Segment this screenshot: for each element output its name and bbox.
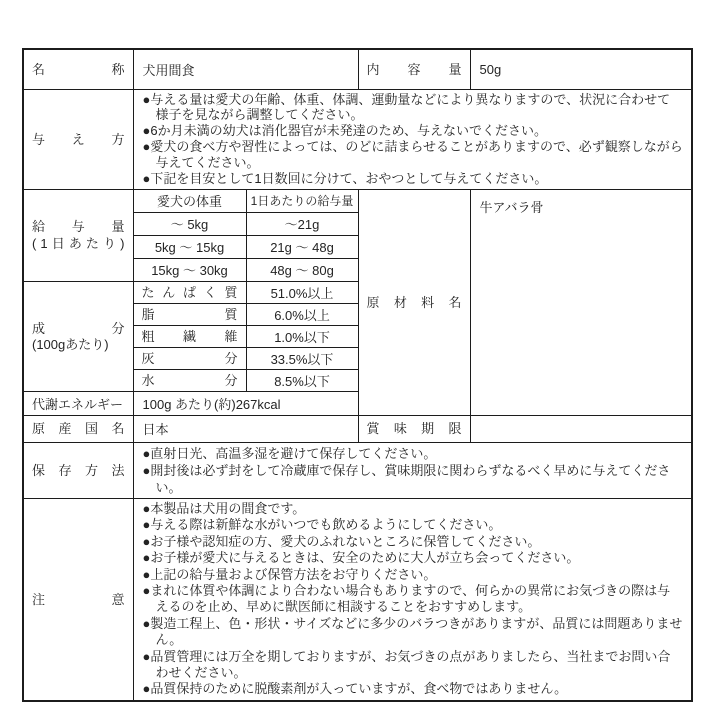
ingredients-value: 牛アバラ骨 <box>470 189 692 415</box>
bullet-line: ●愛犬の食べ方や習性によっては、のどに詰まらせることがありますので、必ず観察しながら与えてください。 <box>142 139 683 171</box>
composition-label: 成 分 <box>32 320 125 336</box>
composition-label-cell <box>23 281 133 391</box>
weight-range-cell: 5kg ～ 15kg <box>133 235 246 258</box>
amount-range-cell: 21g ～ 48g <box>246 235 358 258</box>
product-info-sheet <box>22 48 693 702</box>
bullet-line: ●お子様や認知症の方、愛犬のふれないところに保管してください。 <box>142 533 541 549</box>
bullet-line: ●お子様が愛犬に与えるときは、安全のために大人が立ち会ってください。 <box>142 550 580 566</box>
amount-column-header: 1日あたりの給与量 <box>246 189 358 212</box>
ingredients-label: 原 材 料 名 <box>366 294 462 310</box>
nutrient-value-cell: 51.0%以上 <box>246 281 358 303</box>
bullet-line: ●上記の給与量および保管方法をお守りください。 <box>142 566 437 582</box>
daily-amount-label: 給 与 量 <box>32 219 125 235</box>
nutrient-name-cell <box>133 325 246 347</box>
bullet-line: ●製造工程上、色・形状・サイズなどに多少のバラつきがありますが、品質には問題ありません。 <box>142 615 683 648</box>
nutrient-value-cell: 8.5%以下 <box>246 369 358 391</box>
nutrient-name: 脂 質 <box>141 306 238 322</box>
caution-label: 注 意 <box>32 591 125 607</box>
origin-label-cell <box>23 415 133 442</box>
bullet-line: ●与える量は愛犬の年齢、体重、体調、運動量などにより異なりますので、状況に合わせて様子を見ながら調整してください。 <box>142 91 671 123</box>
nutrient-name-cell <box>133 369 246 391</box>
nutrient-value-cell: 6.0%以上 <box>246 303 358 325</box>
amount-range-cell: ～21g <box>246 212 358 235</box>
product-label-table <box>22 48 693 702</box>
nutrient-name-cell <box>133 281 246 303</box>
nutrient-value-cell: 33.5%以下 <box>246 347 358 369</box>
weight-column-header: 愛犬の体重 <box>133 189 246 212</box>
how-to-feed-label: 与 え 方 <box>32 131 125 147</box>
bullet-line: ●開封後は必ず封をして冷蔵庫で保存し、賞味期限に関わらずなるべく早めに与えてください。 <box>142 462 671 495</box>
how-to-feed-label-cell <box>23 89 133 189</box>
nutrient-name-cell <box>133 347 246 369</box>
bullet-line: ●本製品は犬用の間食です。 <box>142 500 306 516</box>
composition-label-note: (100gあたり) <box>32 336 109 352</box>
caution-label-cell <box>23 498 133 700</box>
bullet-line: ●与える際は新鮮な水がいつでも飲めるようにしてください。 <box>142 517 502 533</box>
bullet-line: ●品質保持のために脱酸素剤が入っていますが、食べ物ではありません。 <box>142 681 568 697</box>
best-before-value <box>470 415 692 442</box>
amount-range-cell: 48g ～ 80g <box>246 258 358 281</box>
best-before-label-cell <box>358 415 470 442</box>
name-label-cell <box>23 49 133 89</box>
nutrient-name: 水 分 <box>141 372 238 388</box>
weight-range-cell: ～ 5kg <box>133 212 246 235</box>
nutrient-name-cell <box>133 303 246 325</box>
caution-content <box>133 498 692 700</box>
nutrient-name: 粗 繊 維 <box>141 328 238 344</box>
how-to-feed-content <box>133 89 692 189</box>
net-content-label-cell <box>358 49 470 89</box>
nutrient-value-cell: 1.0%以下 <box>246 325 358 347</box>
name-label: 名 称 <box>32 61 125 77</box>
bullet-line: ●まれに体質や体調により合わない場合もありますので、何らかの異常にお気づきの際は与えるのを止め、早めに獣医師に相談することをおすすめします。 <box>142 582 671 615</box>
bullet-line: ●下記を目安として1日数回に分けて、おやつとして与えてください。 <box>142 171 548 187</box>
weight-range-cell: 15kg ～ 30kg <box>133 258 246 281</box>
daily-amount-label-cell <box>23 189 133 281</box>
nutrient-name: 灰 分 <box>141 350 238 366</box>
metabolic-energy-value: 100g あたり(約)267kcal <box>133 391 358 415</box>
net-content-label: 内 容 量 <box>366 61 462 77</box>
storage-label: 保 存 方 法 <box>32 462 125 478</box>
storage-label-cell <box>23 442 133 498</box>
best-before-label: 賞 味 期 限 <box>366 421 462 437</box>
name-value: 犬用間食 <box>133 49 358 89</box>
storage-content <box>133 442 692 498</box>
bullet-line: ●6か月未満の幼犬は消化器官が未発達のため、与えないでください。 <box>142 123 548 139</box>
ingredients-label-cell <box>358 189 470 415</box>
nutrient-name: た ん ぱ く 質 <box>141 284 238 300</box>
daily-amount-label-note: ( 1 日 あ た り ) <box>32 236 125 252</box>
metabolic-energy-label: 代謝エネルギー <box>23 391 133 415</box>
origin-label: 原 産 国 名 <box>32 421 125 437</box>
bullet-line: ●直射日光、高温多湿を避けて保存してください。 <box>142 445 437 461</box>
origin-value: 日本 <box>133 415 358 442</box>
bullet-line: ●品質管理には万全を期しておりますが、お気づきの点がありましたら、当社までお問い合わせください。 <box>142 648 671 680</box>
net-content-value: 50g <box>470 49 692 89</box>
